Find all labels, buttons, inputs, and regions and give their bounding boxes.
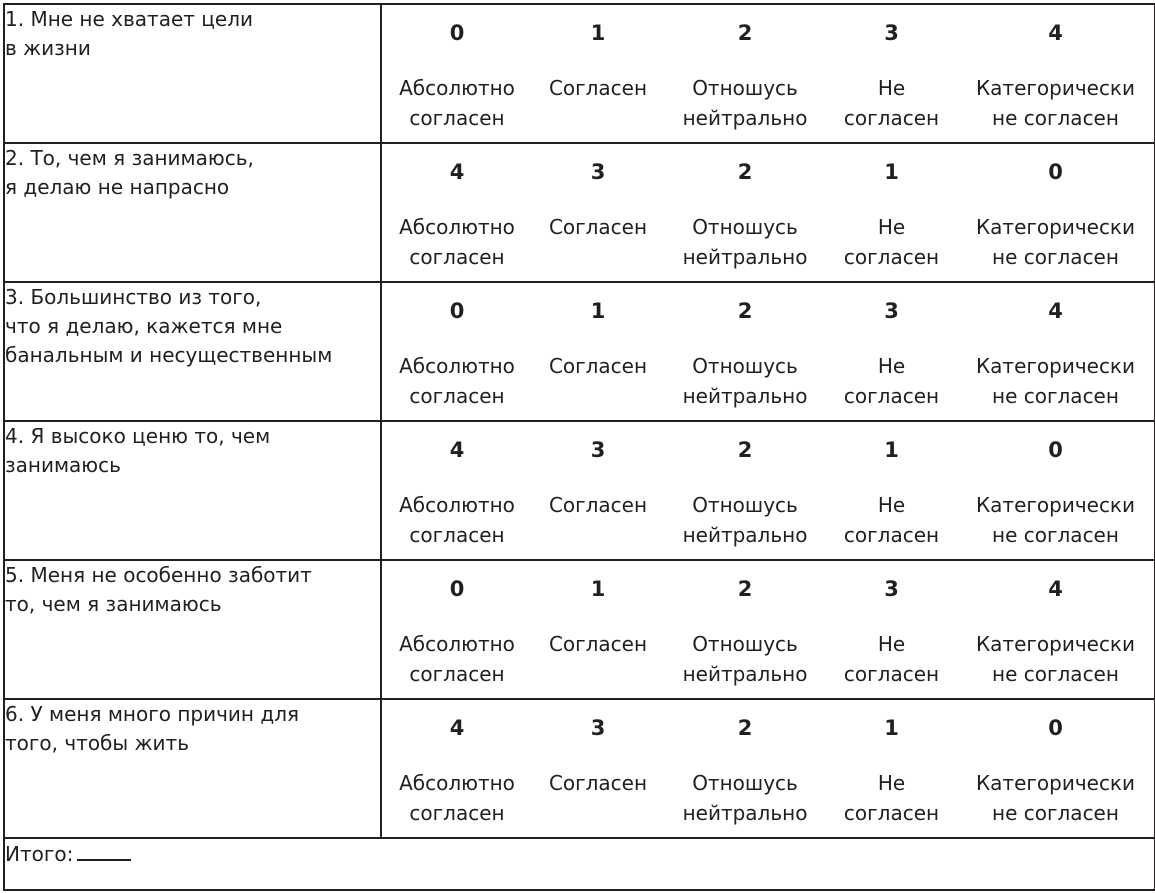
score-value: 2 bbox=[737, 21, 753, 45]
answer-option[interactable] bbox=[957, 700, 1154, 828]
option-label: Согласен bbox=[548, 493, 648, 517]
option-label: Отношусь нейтрально bbox=[682, 76, 808, 130]
score-value: 4 bbox=[1048, 21, 1063, 45]
total-label: Итого: bbox=[5, 842, 74, 866]
answer-option[interactable] bbox=[826, 283, 957, 411]
option-label: Согласен bbox=[548, 354, 648, 378]
question-text: 3. Большинство из того, что я делаю, кажется мне банальным и несущественным bbox=[4, 282, 381, 421]
option-label: Категорически не согласен bbox=[975, 632, 1136, 686]
answer-option[interactable] bbox=[826, 422, 957, 550]
answer-option[interactable] bbox=[957, 422, 1154, 550]
answer-options bbox=[382, 561, 1154, 689]
answer-options bbox=[382, 283, 1154, 411]
score-value: 3 bbox=[590, 438, 606, 462]
question-text: 1. Мне не хватает цели в жизни bbox=[4, 4, 381, 143]
option-label: Не согласен bbox=[843, 632, 940, 686]
answer-option[interactable] bbox=[382, 422, 532, 550]
score-value: 0 bbox=[1048, 160, 1063, 184]
score-value: 4 bbox=[449, 716, 465, 740]
total-row bbox=[4, 838, 1155, 890]
answer-options bbox=[382, 144, 1154, 272]
answer-option[interactable] bbox=[826, 700, 957, 828]
question-text: 4. Я высоко ценю то, чем занимаюсь bbox=[4, 421, 381, 560]
score-value: 3 bbox=[884, 21, 899, 45]
question-text: 2. То, чем я занимаюсь, я делаю не напрасно bbox=[4, 143, 381, 282]
answer-option[interactable] bbox=[664, 561, 826, 689]
score-value: 0 bbox=[1048, 438, 1063, 462]
option-label: Категорически не согласен bbox=[975, 493, 1136, 547]
answer-option[interactable] bbox=[957, 5, 1154, 133]
option-label: Не согласен bbox=[843, 215, 940, 269]
total-blank-field[interactable] bbox=[77, 839, 131, 861]
option-label: Абсолютно согласен bbox=[399, 771, 515, 825]
option-label: Не согласен bbox=[843, 493, 940, 547]
question-row bbox=[4, 143, 1155, 282]
option-label: Не согласен bbox=[843, 771, 940, 825]
answer-option[interactable] bbox=[664, 283, 826, 411]
option-label: Отношусь нейтрально bbox=[682, 354, 808, 408]
score-value: 3 bbox=[590, 160, 606, 184]
score-value: 3 bbox=[884, 577, 899, 601]
score-value: 1 bbox=[884, 716, 899, 740]
answer-option[interactable] bbox=[382, 283, 532, 411]
score-value: 3 bbox=[590, 716, 606, 740]
option-label: Отношусь нейтрально bbox=[682, 215, 808, 269]
answer-option[interactable] bbox=[382, 144, 532, 272]
answer-options bbox=[382, 5, 1154, 133]
score-value: 0 bbox=[449, 21, 465, 45]
question-row bbox=[4, 699, 1155, 838]
option-label: Категорически не согласен bbox=[975, 354, 1136, 408]
answer-option[interactable] bbox=[826, 144, 957, 272]
score-value: 2 bbox=[737, 438, 753, 462]
score-value: 2 bbox=[737, 160, 753, 184]
answer-option[interactable] bbox=[826, 561, 957, 689]
answer-option[interactable] bbox=[382, 561, 532, 689]
answer-option[interactable] bbox=[532, 144, 664, 272]
option-label: Абсолютно согласен bbox=[399, 76, 515, 130]
option-label: Категорически не согласен bbox=[975, 76, 1136, 130]
option-label: Согласен bbox=[548, 632, 648, 656]
option-label: Абсолютно согласен bbox=[399, 493, 515, 547]
option-label: Категорически не согласен bbox=[975, 215, 1136, 269]
answer-option[interactable] bbox=[957, 561, 1154, 689]
option-label: Не согласен bbox=[843, 76, 940, 130]
score-value: 0 bbox=[1048, 716, 1063, 740]
score-value: 2 bbox=[737, 577, 753, 601]
answer-option[interactable] bbox=[664, 5, 826, 133]
answer-options bbox=[382, 422, 1154, 550]
question-row bbox=[4, 282, 1155, 421]
score-value: 1 bbox=[884, 438, 899, 462]
score-value: 0 bbox=[449, 577, 465, 601]
score-value: 2 bbox=[737, 299, 753, 323]
answer-option[interactable] bbox=[957, 283, 1154, 411]
question-text: 5. Меня не особенно заботит то, чем я занимаюсь bbox=[4, 560, 381, 699]
option-label: Категорически не согласен bbox=[975, 771, 1136, 825]
score-value: 3 bbox=[884, 299, 899, 323]
answer-option[interactable] bbox=[532, 283, 664, 411]
option-label: Отношусь нейтрально bbox=[682, 493, 808, 547]
answer-option[interactable] bbox=[664, 700, 826, 828]
question-row bbox=[4, 421, 1155, 560]
answer-option[interactable] bbox=[532, 5, 664, 133]
score-value: 1 bbox=[884, 160, 899, 184]
answer-option[interactable] bbox=[664, 422, 826, 550]
score-value: 4 bbox=[449, 438, 465, 462]
score-value: 0 bbox=[449, 299, 465, 323]
score-value: 1 bbox=[590, 21, 606, 45]
answer-option[interactable] bbox=[532, 561, 664, 689]
question-row bbox=[4, 4, 1155, 143]
score-value: 2 bbox=[737, 716, 753, 740]
option-label: Согласен bbox=[548, 76, 648, 100]
score-value: 1 bbox=[590, 299, 606, 323]
question-row bbox=[4, 560, 1155, 699]
score-value: 4 bbox=[449, 160, 465, 184]
answer-option[interactable] bbox=[382, 700, 532, 828]
answer-option[interactable] bbox=[826, 5, 957, 133]
score-value: 4 bbox=[1048, 299, 1063, 323]
answer-option[interactable] bbox=[382, 5, 532, 133]
answer-option[interactable] bbox=[532, 422, 664, 550]
option-label: Абсолютно согласен bbox=[399, 354, 515, 408]
option-label: Согласен bbox=[548, 771, 648, 795]
option-label: Отношусь нейтрально bbox=[682, 771, 808, 825]
option-label: Не согласен bbox=[843, 354, 940, 408]
answer-options bbox=[382, 700, 1154, 828]
answer-option[interactable] bbox=[532, 700, 664, 828]
answer-option[interactable] bbox=[664, 144, 826, 272]
score-value: 1 bbox=[590, 577, 606, 601]
score-value: 4 bbox=[1048, 577, 1063, 601]
question-text: 6. У меня много причин для того, чтобы жить bbox=[4, 699, 381, 838]
option-label: Абсолютно согласен bbox=[399, 632, 515, 686]
option-label: Согласен bbox=[548, 215, 648, 239]
answer-option[interactable] bbox=[957, 144, 1154, 272]
questionnaire-table bbox=[3, 3, 1155, 891]
option-label: Абсолютно согласен bbox=[399, 215, 515, 269]
option-label: Отношусь нейтрально bbox=[682, 632, 808, 686]
